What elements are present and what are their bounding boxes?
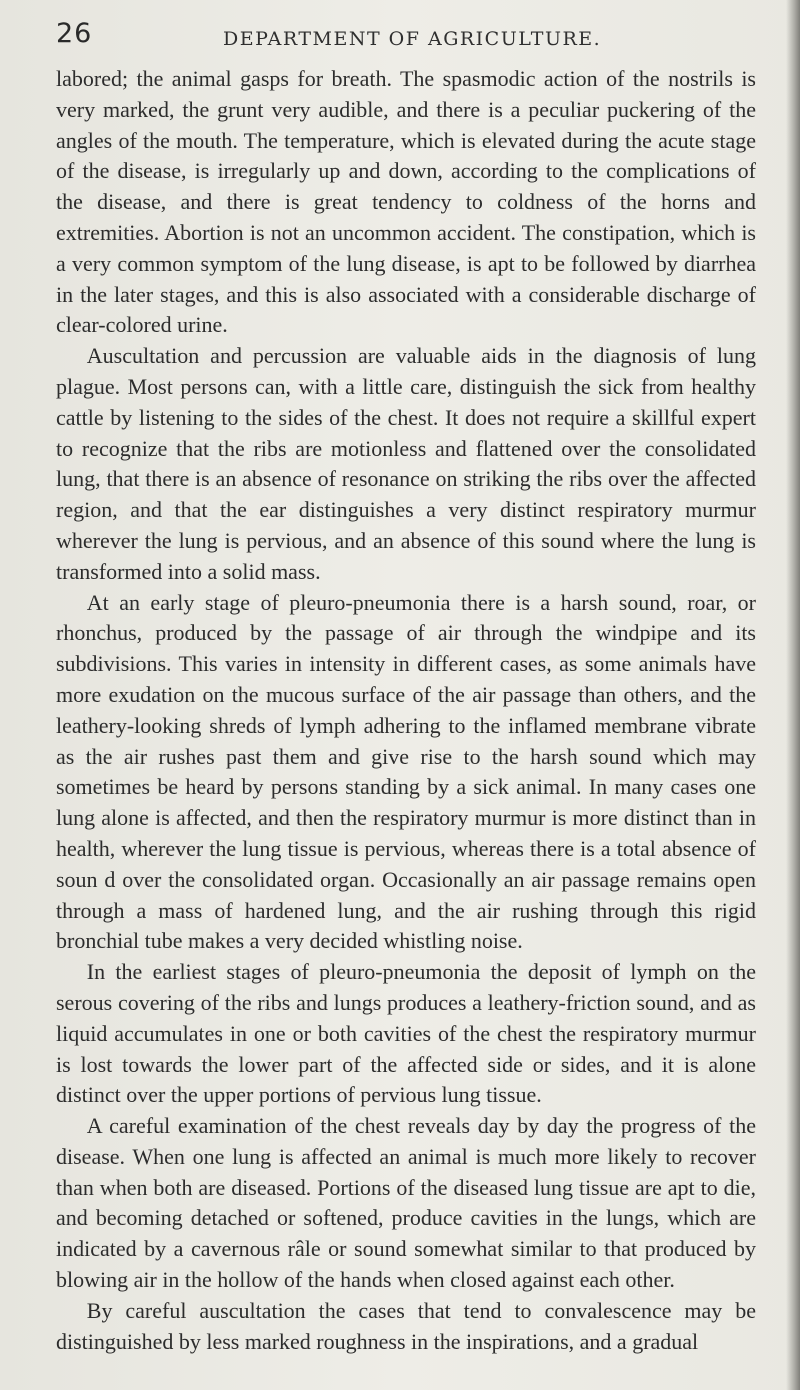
paragraph-5: A careful examination of the chest reveals day by day the progress of the disease. When one lung is affected an animal is much more likely to recover than when both are diseased. Portions of the diseased lung tissue are apt to die, and becoming detached or softened, produce cavities in the lungs, which are indicated by a cavernous râle or sound somewhat similar to that produced by blowing air in the hollow of the hands when closed against each other. [56, 1113, 756, 1293]
paragraph-6: By careful auscultation the cases that tend to convalescence may be distinguished by less marked roughness in the inspirations, and a gradual [56, 1297, 756, 1354]
paragraph-3: At an early stage of pleuro-pneumonia there is a harsh sound, roar, or rhonchus, produced by the passage of air through the windpipe and its subdivisions. This varies in intensity in different cases, as some animals have more exudation on the mucous surface of the air passage than others, and the leathery-looking shreds of lymph adhering to the inflamed membrane vibrate as the air rushes past them and give rise to the harsh sound which may sometimes be heard by persons standing by a sick animal. In many cases one lung alone is affected, and then the respiratory murmur is more distinct than in health, wherever the lung tissue is pervious, whereas there is a total absence of soun d over the consolidated organ. Occasionally an air passage remains open through a mass of hardened lung, and the air rushing through this rigid bronchial tube makes a very decided whistling noise. [56, 589, 756, 954]
running-head: DEPARTMENT OF AGRICULTURE. [223, 28, 602, 50]
paragraph-2: Auscultation and percussion are valuable aids in the diagnosis of lung plague. Most persons can, with a little care, distinguish the sick from healthy cattle by listening to the sides of the chest. It does not require a skillful expert to recognize that the ribs are motionless and flattened over the consolidated lung, that there is an absence of resonance on striking the ribs over the affected region, and that the ear distinguishes a very distinct respiratory murmur wherever the lung is pervious, and an absence of this sound where the lung is transformed into a solid mass. [56, 343, 756, 584]
paragraph-1: labored; the animal gasps for breath. The spasmodic action of the nostrils is very marked, the grunt very audible, and there is a peculiar puckering of the angles of the mouth. The temperature, which is elevated during the acute stage of the disease, is irregularly up and down, according to the complications of the disease, and there is great tendency to coldness of the horns and extremities. Abortion is not an uncommon accident. The constipation, which is a very common symptom of the lung disease, is apt to be followed by diarrhea in the later stages, and this is also associated with a considerable discharge of clear-colored urine. [56, 66, 756, 338]
page-edge-shadow [786, 0, 800, 1390]
paragraph-4: In the earliest stages of pleuro-pneumonia the deposit of lymph on the serous covering of the ribs and lungs produces a leathery-friction sound, and as liquid accumulates in one or both cavities of the chest the respiratory murmur is lost towards the lower part of the affected side or sides, and it is alone distinct over the upper portions of pervious lung tissue. [56, 959, 756, 1108]
page-header [56, 18, 756, 58]
body-text [56, 64, 756, 1357]
page-number: 26 [56, 18, 93, 49]
